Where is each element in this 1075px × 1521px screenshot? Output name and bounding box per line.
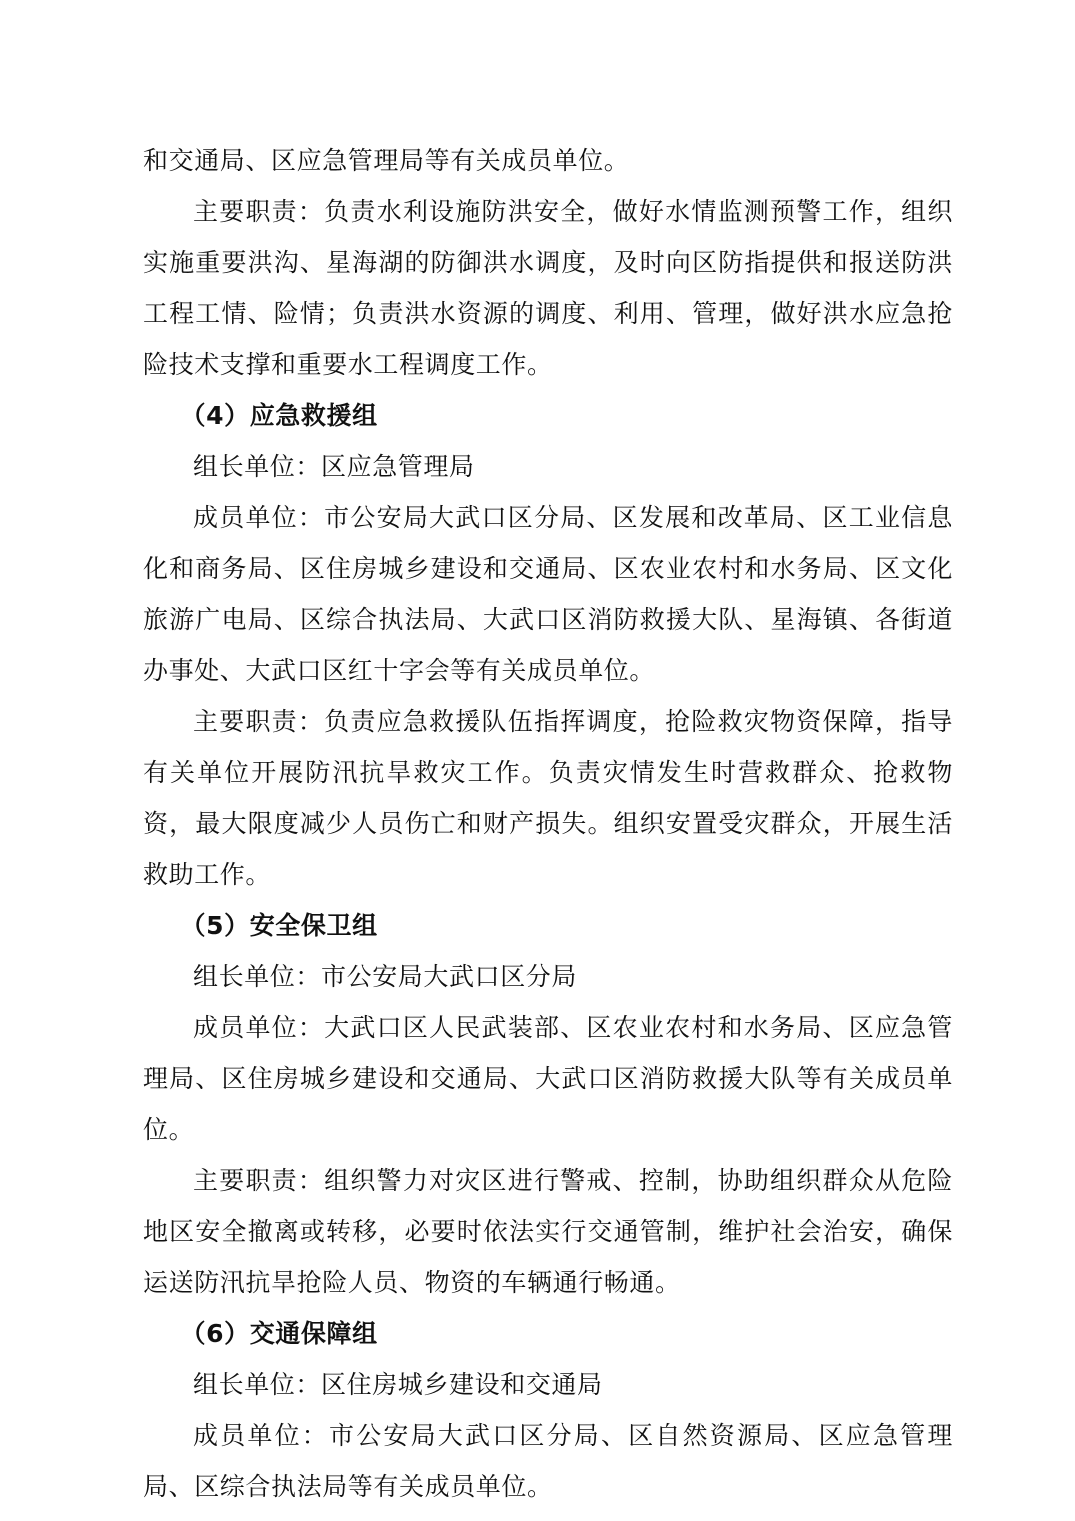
paragraph-duties-rescue: 主要职责：负责应急救援队伍指挥调度，抢险救灾物资保障，指导有关单位开展防汛抗旱救灾工作。负责灾情发生时营救群众、抢救物资，最大限度减少人员伤亡和财产损失。组织安置受灾群众，开展生活救助工作。 <box>143 707 953 889</box>
section-heading-rescue-group: （4）应急救援组 <box>180 401 378 430</box>
paragraph-duties-security: 主要职责：组织警力对灾区进行警戒、控制，协助组织群众从危险地区安全撤离或转移，必要时依法实行交通管制，维护社会治安，确保运送防汛抗旱抢险人员、物资的车辆通行畅通。 <box>143 1166 953 1297</box>
document-page <box>143 135 953 1512</box>
paragraph-leader-rescue: 组长单位：区应急管理局 <box>193 452 475 481</box>
paragraph-leader-security: 组长单位：市公安局大武口区分局 <box>193 962 578 991</box>
section-heading-transport-group: （6）交通保障组 <box>180 1319 378 1348</box>
paragraph-duties-water: 主要职责：负责水利设施防洪安全，做好水情监测预警工作，组织实施重要洪沟、星海湖的防御洪水调度，及时向区防指提供和报送防洪工程工情、险情；负责洪水资源的调度、利用、管理，做好洪水应急抢险技术支撑和重要水工程调度工作。 <box>143 197 953 379</box>
paragraph-members-transport: 成员单位：市公安局大武口区分局、区自然资源局、区应急管理局、区综合执法局等有关成员单位。 <box>143 1421 953 1501</box>
section-heading-security-group: （5）安全保卫组 <box>180 911 378 940</box>
paragraph-members-security: 成员单位：大武口区人民武装部、区农业农村和水务局、区应急管理局、区住房城乡建设和交通局、大武口区消防救援大队等有关成员单位。 <box>143 1013 953 1144</box>
paragraph-leader-transport: 组长单位：区住房城乡建设和交通局 <box>193 1370 603 1399</box>
paragraph-members-rescue: 成员单位：市公安局大武口区分局、区发展和改革局、区工业信息化和商务局、区住房城乡建设和交通局、区农业农村和水务局、区文化旅游广电局、区综合执法局、大武口区消防救援大队、星海镇、各街道办事处、大武口区红十字会等有关成员单位。 <box>143 503 953 685</box>
paragraph-continuation: 和交通局、区应急管理局等有关成员单位。 <box>143 146 630 175</box>
